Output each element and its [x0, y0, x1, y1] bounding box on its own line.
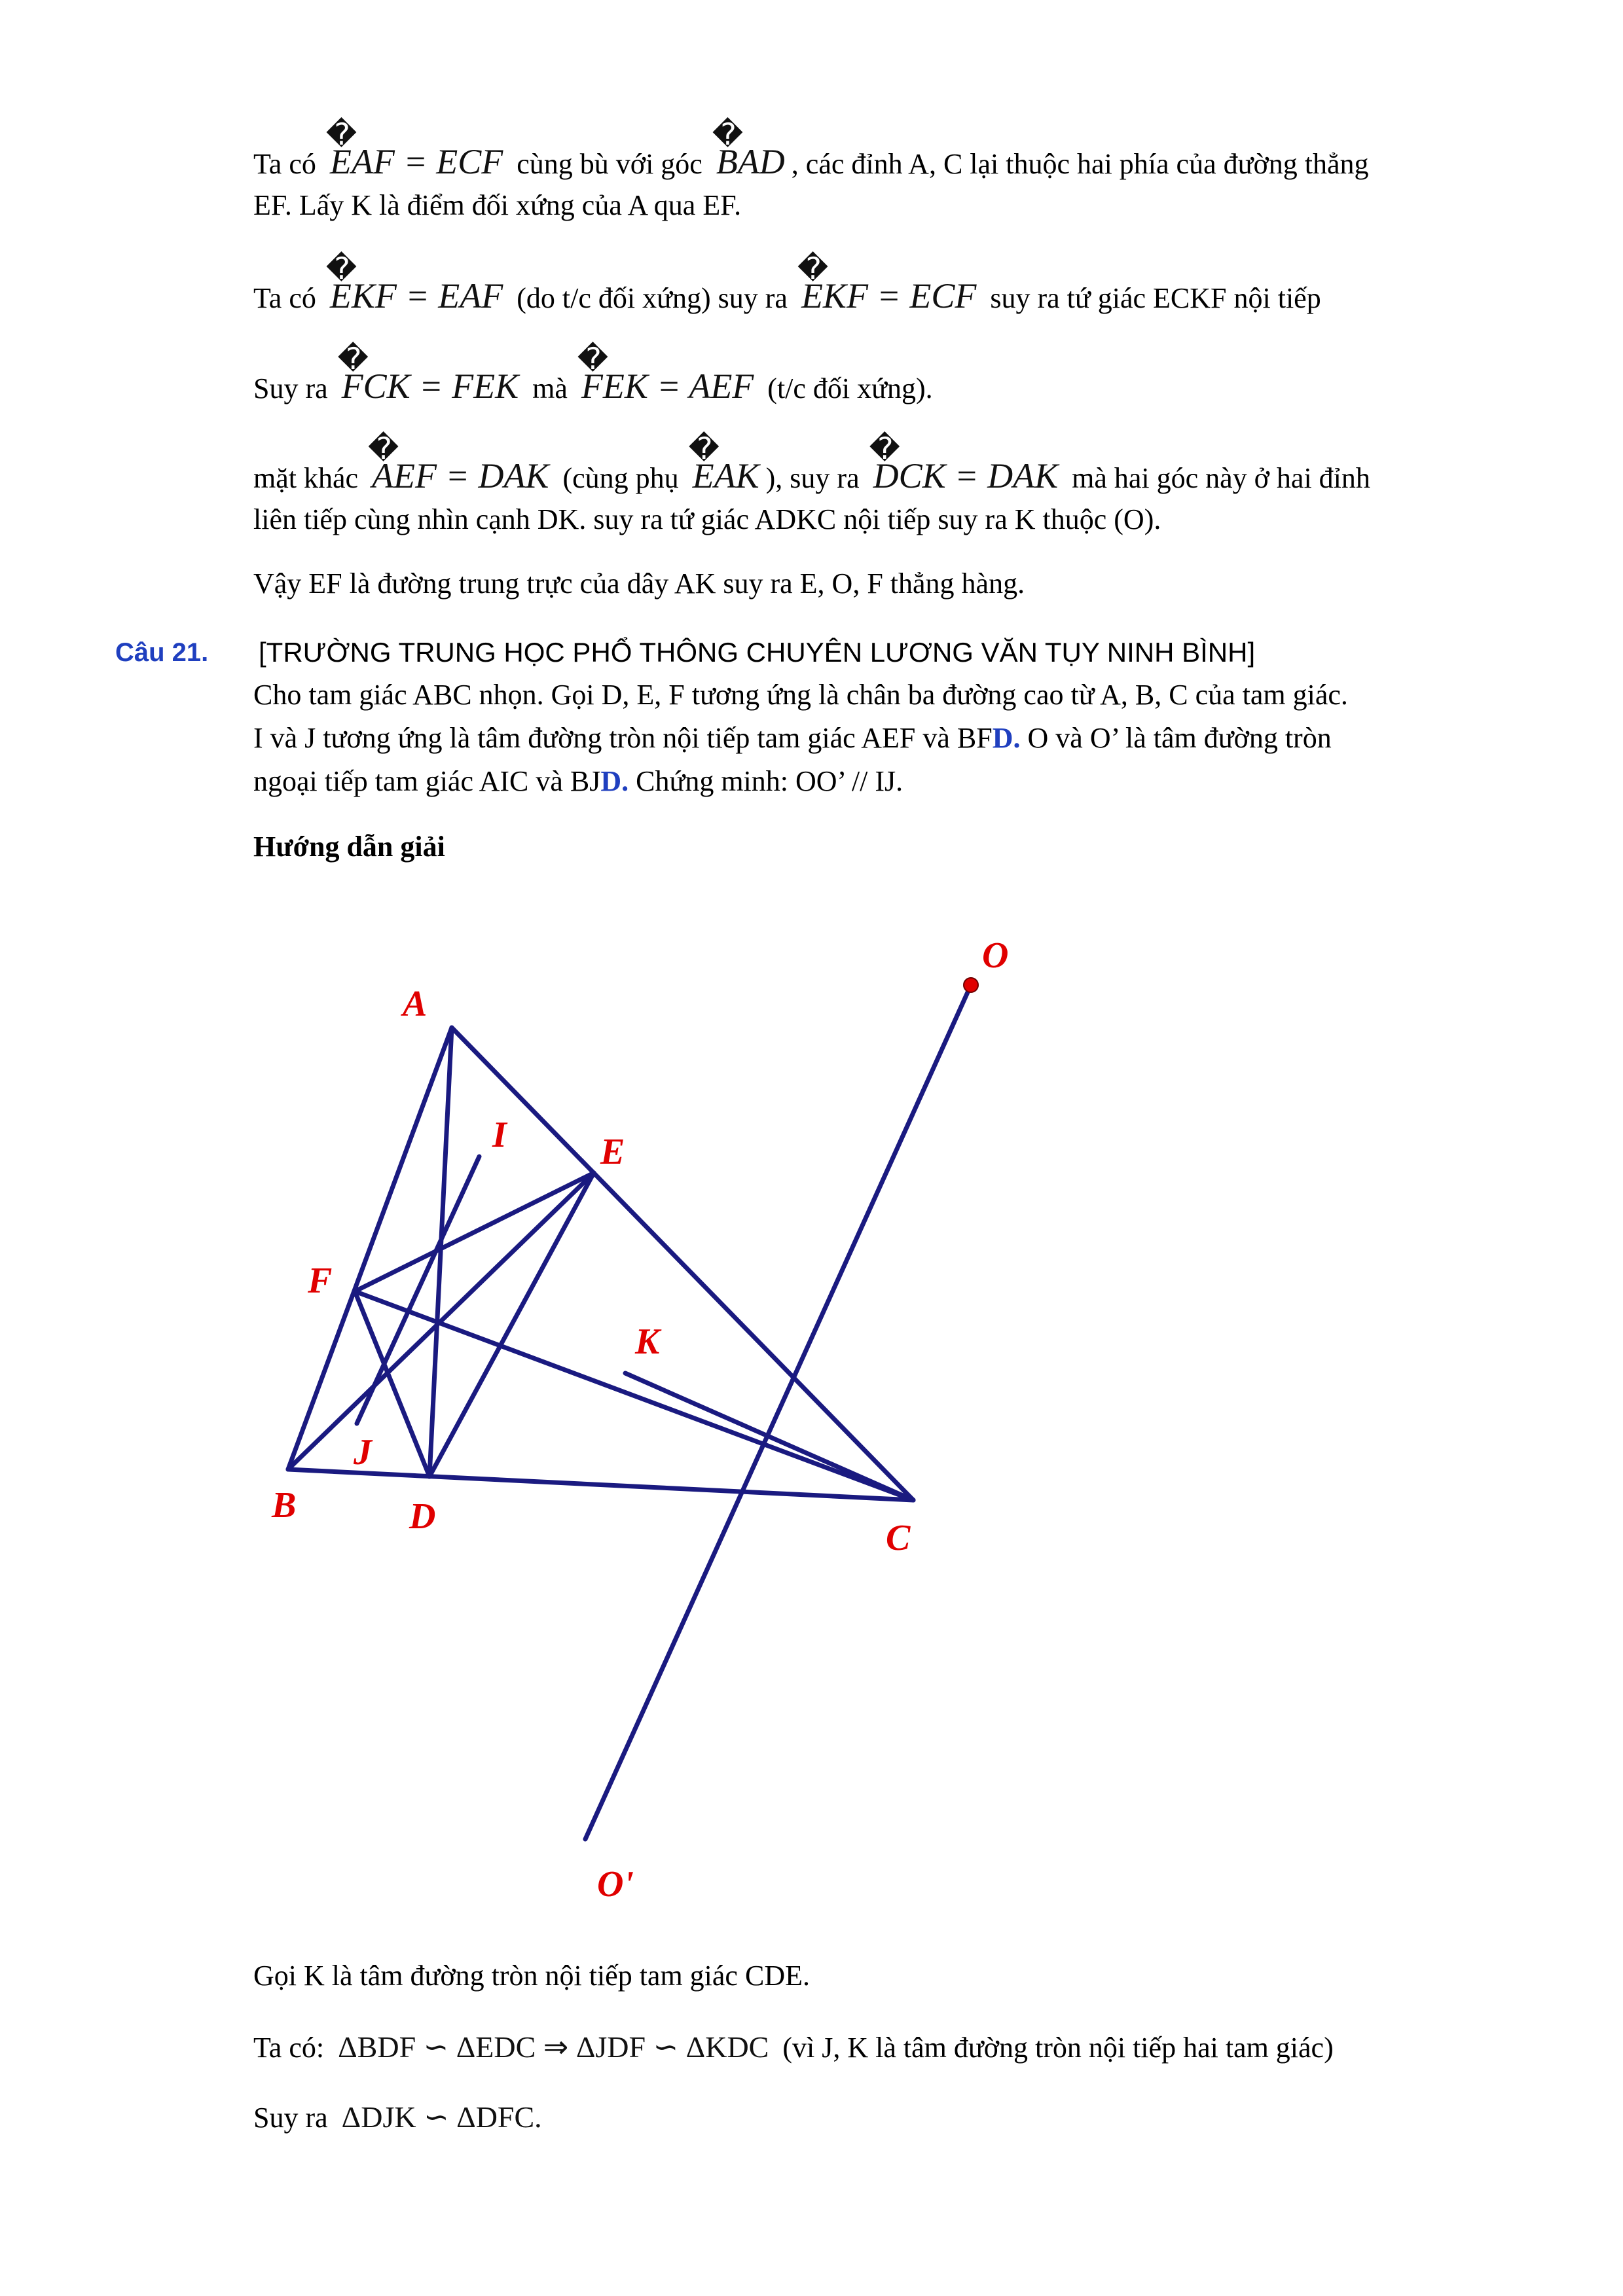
- text: Ta có:: [253, 2032, 325, 2064]
- math-text: DCK = DAK: [873, 456, 1059, 495]
- math-angle: [869, 431, 1059, 495]
- altitude-cf: [355, 1291, 913, 1500]
- math-text: FEK = AEF: [581, 367, 754, 406]
- para4-line2: liên tiếp cùng nhìn cạnh DK. suy ra tứ giác ADKC nội tiếp suy ra K thuộc (O).: [253, 503, 1161, 535]
- glyph: �: [368, 431, 399, 466]
- text: (t/c đối xứng).: [767, 372, 933, 404]
- label-j: J: [354, 1432, 372, 1473]
- label-e: E: [600, 1132, 625, 1172]
- segment-de: [429, 1173, 594, 1477]
- math-angle: [368, 431, 549, 495]
- question-line3: [253, 767, 903, 796]
- label-o: O: [982, 935, 1009, 976]
- para2-line: [253, 251, 1321, 315]
- segment-bc: [288, 1469, 913, 1500]
- label-d: D: [409, 1496, 436, 1537]
- para1-line1: [253, 117, 1369, 181]
- para5-line: Vậy EF là đường trung trực của dây AK suy ra E, O, F thẳng hàng.: [253, 567, 1025, 600]
- math-text: EKF = EAF: [329, 276, 503, 315]
- glyph: �: [797, 251, 829, 286]
- text: Suy ra: [253, 372, 328, 404]
- after-line1: Gọi K là tâm đường tròn nội tiếp tam giác CDE.: [253, 1960, 810, 1992]
- question-line2: [253, 724, 1332, 753]
- question-line1: Cho tam giác ABC nhọn. Gọi D, E, F tương ứng là chân ba đường cao từ A, B, C của tam giác.: [253, 679, 1348, 711]
- para3-line: [253, 341, 933, 406]
- math-angle: [712, 117, 785, 181]
- label-b: B: [272, 1485, 297, 1526]
- question-source: [TRƯỜNG TRUNG HỌC PHỔ THÔNG CHUYÊN LƯƠNG VĂN TỤY NINH BÌNH]: [259, 637, 1256, 668]
- math-angle: [577, 341, 754, 406]
- math-similarity: ΔBDF ∽ ΔEDC ⇒ ΔJDF ∽ ΔKDC: [338, 2030, 769, 2064]
- glyph: �: [325, 117, 357, 152]
- math-angle: [797, 251, 977, 315]
- segment-oo2: [585, 985, 971, 1839]
- glyph: �: [712, 117, 743, 152]
- math-angle: [337, 341, 519, 406]
- math-angle: [688, 431, 759, 495]
- math-text: BAD: [716, 142, 785, 181]
- math-similarity: ΔDJK ∽ ΔDFC.: [341, 2100, 542, 2134]
- label-i: I: [492, 1115, 507, 1155]
- point-o-marker: [964, 978, 978, 992]
- point-d: D.: [992, 722, 1021, 754]
- text: (cùng phụ: [562, 462, 679, 494]
- text: , các đỉnh A, C lại thuộc hai phía của đường thẳng: [791, 148, 1369, 180]
- math-text: FCK = FEK: [341, 367, 519, 406]
- label-o-prime: O': [597, 1864, 634, 1905]
- text: ), suy ra: [765, 462, 860, 494]
- text: ngoại tiếp tam giác AIC và BJ: [253, 765, 601, 797]
- segment-ab: [288, 1028, 452, 1469]
- para4-line1: [253, 431, 1370, 495]
- math-text: AEF = DAK: [372, 456, 549, 495]
- text: Suy ra: [253, 2102, 328, 2134]
- solution-heading: Hướng dẫn giải: [253, 831, 445, 863]
- label-a: A: [403, 984, 428, 1024]
- text: Ta có: [253, 148, 316, 180]
- text: mà: [532, 372, 568, 404]
- question-number: Câu 21.: [115, 638, 209, 667]
- text: mà hai góc này ở hai đỉnh: [1072, 462, 1370, 494]
- glyph: �: [869, 431, 900, 466]
- glyph: �: [688, 431, 720, 466]
- math-angle: [325, 117, 503, 181]
- label-f: F: [308, 1261, 333, 1301]
- text: (do t/c đối xứng) suy ra: [517, 282, 788, 314]
- glyph: �: [325, 251, 357, 286]
- math-text: EAF = ECF: [329, 142, 503, 181]
- glyph: �: [337, 341, 369, 376]
- text: (vì J, K là tâm đường tròn nội tiếp hai tam giác): [782, 2032, 1334, 2064]
- text: Ta có: [253, 282, 316, 314]
- text: suy ra tứ giác ECKF nội tiếp: [990, 282, 1321, 314]
- math-angle: [325, 251, 503, 315]
- label-c: C: [886, 1518, 911, 1558]
- after-line3: [253, 2102, 549, 2132]
- math-text: EAK: [692, 456, 759, 495]
- text: mặt khác: [253, 462, 359, 494]
- math-text: EKF = ECF: [801, 276, 977, 315]
- segment-ij: [357, 1157, 479, 1424]
- text: Chứng minh: OO’ // IJ.: [629, 765, 903, 797]
- label-k: K: [635, 1321, 660, 1362]
- after-line2: [253, 2032, 1334, 2062]
- text: O và O’ là tâm đường tròn: [1020, 722, 1332, 754]
- text: cùng bù với góc: [517, 148, 702, 180]
- para1-line2: EF. Lấy K là điểm đối xứng của A qua EF.: [253, 189, 742, 221]
- geometry-figure: [249, 903, 1034, 1924]
- glyph: �: [577, 341, 609, 376]
- text: I và J tương ứng là tâm đường tròn nội tiếp tam giác AEF và BF: [253, 722, 993, 754]
- point-d: D.: [600, 765, 629, 797]
